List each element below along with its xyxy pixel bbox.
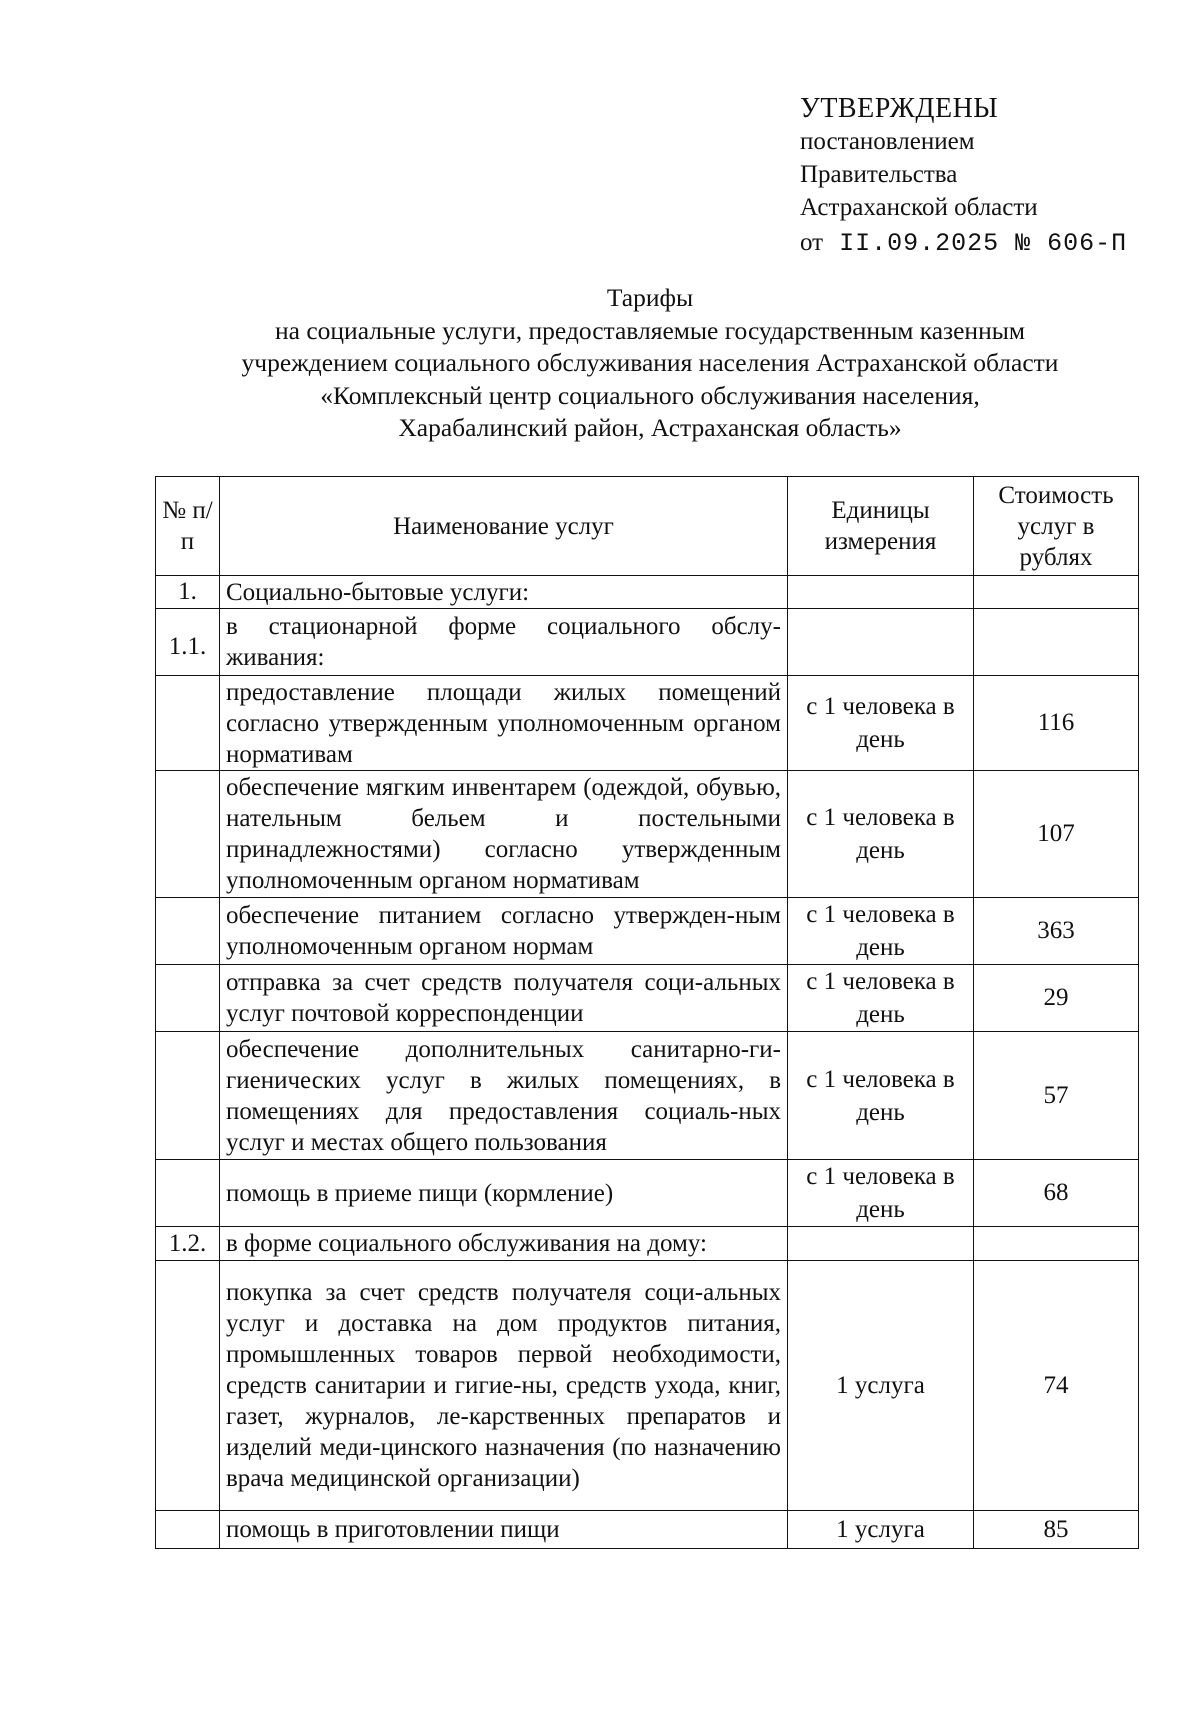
title-line-5: Харабалинский район, Астраханская область» <box>398 413 902 442</box>
row-unit: 1 услуга <box>788 1261 974 1511</box>
row-name: обеспечение мягким инвентарем (одеждой, обувью, нательным бельем и постельными принадлежностями) согласно утвержденным уполномоченным органом нормативам <box>220 771 788 898</box>
row-num <box>156 771 220 898</box>
table-row <box>156 771 1139 898</box>
table-row <box>156 1032 1139 1160</box>
row-price: 85 <box>974 1511 1139 1549</box>
row-name: помощь в приеме пищи (кормление) <box>220 1160 788 1227</box>
row-price: 74 <box>974 1261 1139 1511</box>
row-unit: 1 услуга <box>788 1511 974 1549</box>
document-title <box>150 282 1150 445</box>
row-name: в стационарной форме социального обслу-живания: <box>220 609 788 676</box>
row-unit: с 1 человека в день <box>788 771 974 898</box>
table-row <box>156 965 1139 1032</box>
title-line-1: Тарифы <box>606 283 694 312</box>
row-num <box>156 1160 220 1227</box>
row-num <box>156 1511 220 1549</box>
row-price <box>974 609 1139 676</box>
row-price: 107 <box>974 771 1139 898</box>
row-num <box>156 1261 220 1511</box>
approval-line-1: постановлением <box>800 128 975 155</box>
row-price: 57 <box>974 1032 1139 1160</box>
row-num <box>156 1032 220 1160</box>
table-row <box>156 1511 1139 1549</box>
row-unit <box>788 1227 974 1261</box>
title-line-4: «Комплексный центр социального обслуживания населения, <box>320 380 980 410</box>
tariffs-table <box>155 476 1139 1549</box>
row-num <box>156 898 220 965</box>
row-name: обеспечение питанием согласно утвержден-ным уполномоченным органом нормам <box>220 898 788 965</box>
row-price <box>974 576 1139 609</box>
row-name: Социально-бытовые услуги: <box>220 576 788 609</box>
row-unit: с 1 человека в день <box>788 898 974 965</box>
table-row <box>156 576 1139 609</box>
row-price: 68 <box>974 1160 1139 1227</box>
approval-date-prefix: от <box>800 229 824 256</box>
approval-heading: УТВЕРЖДЕНЫ <box>800 93 999 124</box>
row-num: 1.1. <box>156 609 220 676</box>
approval-date-line <box>800 226 1127 260</box>
row-unit: с 1 человека в день <box>788 1032 974 1160</box>
approval-line-2: Правительства <box>800 161 958 188</box>
row-num <box>156 965 220 1032</box>
table-row <box>156 676 1139 771</box>
header-unit: Единицы измерения <box>788 477 974 576</box>
row-price: 116 <box>974 676 1139 771</box>
header-price: Стоимость услуг в рублях <box>974 477 1139 576</box>
row-unit <box>788 576 974 609</box>
approval-block <box>800 92 1127 260</box>
row-name: обеспечение дополнительных санитарно-ги-гиенических услуг в жилых помещениях, в помещениях для предоставления социаль-ных услуг и местах общего пользования <box>220 1032 788 1160</box>
row-name: предоставление площади жилых помещений согласно утвержденным уполномоченным органом нормативам <box>220 676 788 771</box>
row-unit: с 1 человека в день <box>788 1160 974 1227</box>
table-row <box>156 609 1139 676</box>
row-unit <box>788 609 974 676</box>
table-header-row <box>156 477 1139 576</box>
title-line-2: на социальные услуги, предоставляемые государственным казенным <box>275 315 1025 345</box>
row-price: 29 <box>974 965 1139 1032</box>
approval-date-number: II.09.2025 № 606-П <box>839 229 1128 258</box>
row-name: покупка за счет средств получателя соци-альных услуг и доставка на дом продуктов питания, промышленных товаров первой необходимости, средств санитарии и гигие-ны, средств ухода, книг, газет, журналов, ле-карственных препаратов и изделий меди-цинского назначения (по назначению врача медицинской организации) <box>220 1261 788 1511</box>
row-num: 1. <box>156 576 220 609</box>
approval-line-3: Астраханской области <box>800 194 1038 221</box>
table-row <box>156 898 1139 965</box>
table-row <box>156 1261 1139 1511</box>
table-row <box>156 1160 1139 1227</box>
row-price: 363 <box>974 898 1139 965</box>
row-name: отправка за счет средств получателя соци-альных услуг почтовой корреспонденции <box>220 965 788 1032</box>
row-name: в форме социального обслуживания на дому: <box>220 1227 788 1261</box>
row-unit: с 1 человека в день <box>788 676 974 771</box>
row-price <box>974 1227 1139 1261</box>
row-num <box>156 676 220 771</box>
header-num: № п/п <box>156 477 220 576</box>
header-name: Наименование услуг <box>220 477 788 576</box>
table-row <box>156 1227 1139 1261</box>
row-num: 1.2. <box>156 1227 220 1261</box>
row-unit: с 1 человека в день <box>788 965 974 1032</box>
row-name: помощь в приготовлении пищи <box>220 1511 788 1549</box>
title-line-3: учреждением социального обслуживания населения Астраханской области <box>241 348 1059 377</box>
